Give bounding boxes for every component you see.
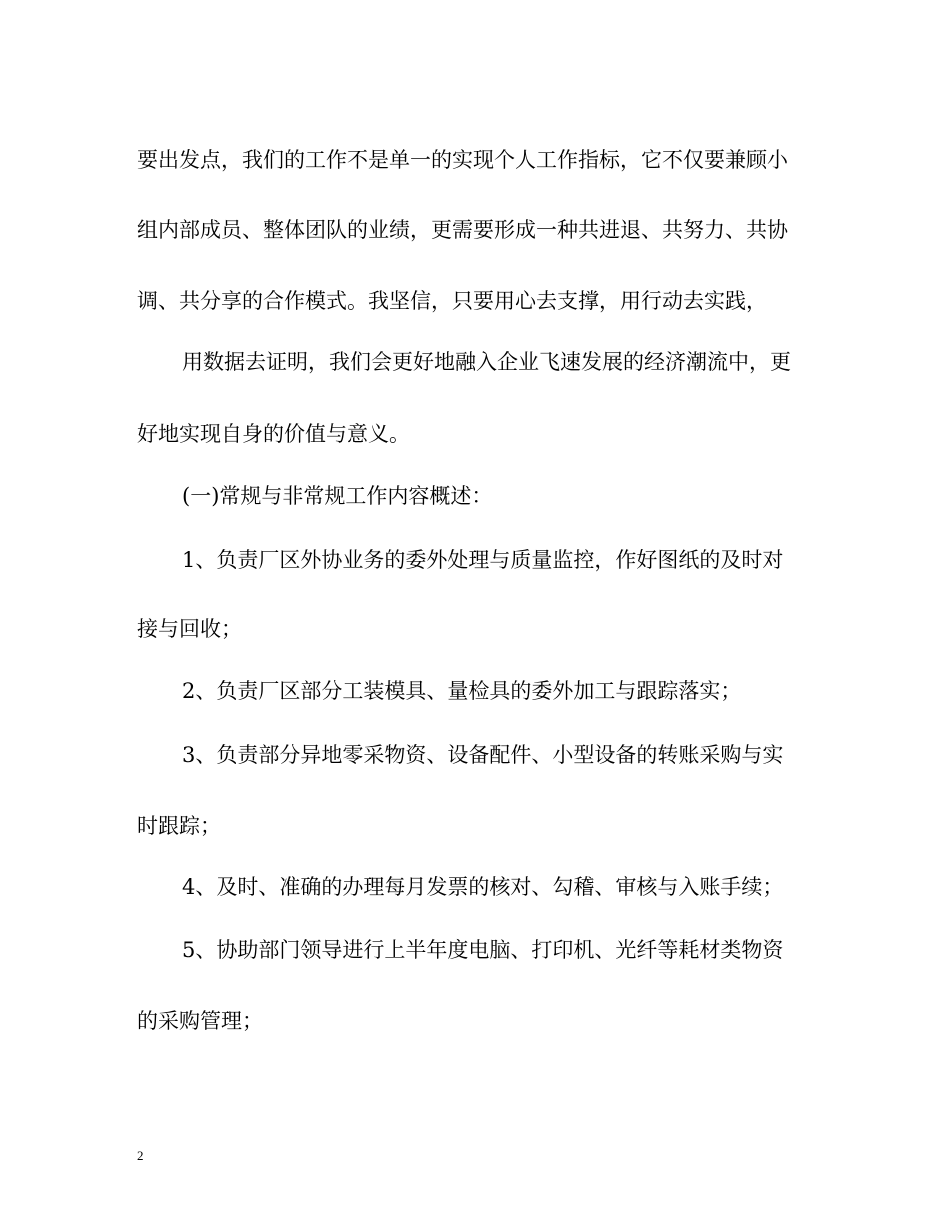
text-line (0, 419, 950, 449)
list-item-continuation (0, 811, 950, 841)
list-item-text: 2、负责厂区部分工装模具、量检具的委外加工与跟踪落实； (182, 679, 742, 703)
list-item-continuation (0, 614, 950, 644)
line-text: 组内部成员、整体团队的业绩，更需要形成一种共进退、共努力、共协 (137, 218, 788, 242)
section-heading-text: (一)常规与非常规工作内容概述： (182, 484, 493, 508)
line-text: 好地实现自身的价值与意义。 (137, 422, 410, 446)
line-text: 用数据去证明，我们会更好地融入企业飞速发展的经济潮流中，更 (182, 350, 791, 374)
page-number: 2 (137, 1148, 144, 1163)
text-line (0, 286, 950, 316)
line-text: 调、共分享的合作模式。我坚信，只要用心去支撑，用行动去实践， (137, 289, 767, 313)
list-item (0, 676, 950, 706)
text-line (0, 145, 950, 175)
list-item-text: 接与回收； (137, 617, 242, 641)
list-item (0, 872, 950, 902)
list-item (0, 740, 950, 770)
list-item (0, 545, 950, 575)
section-heading (0, 481, 950, 511)
text-line (0, 215, 950, 245)
list-item-text: 5、协助部门领导进行上半年度电脑、打印机、光纤等耗材类物资 (182, 938, 784, 962)
list-item-continuation (0, 1006, 950, 1036)
list-item-text: 时跟踪； (137, 814, 221, 838)
list-item-text: 的采购管理； (137, 1009, 263, 1033)
list-item-text: 3、负责部分异地零采物资、设备配件、小型设备的转账采购与实 (182, 743, 784, 767)
list-item-text: 4、及时、准确的办理每月发票的核对、勾稽、审核与入账手续； (182, 875, 784, 899)
text-line (0, 347, 950, 377)
list-item (0, 935, 950, 965)
list-item-text: 1、负责厂区外协业务的委外处理与质量监控，作好图纸的及时对 (182, 548, 784, 572)
line-text: 要出发点，我们的工作不是单一的实现个人工作指标，它不仅要兼顾小 (137, 148, 788, 172)
